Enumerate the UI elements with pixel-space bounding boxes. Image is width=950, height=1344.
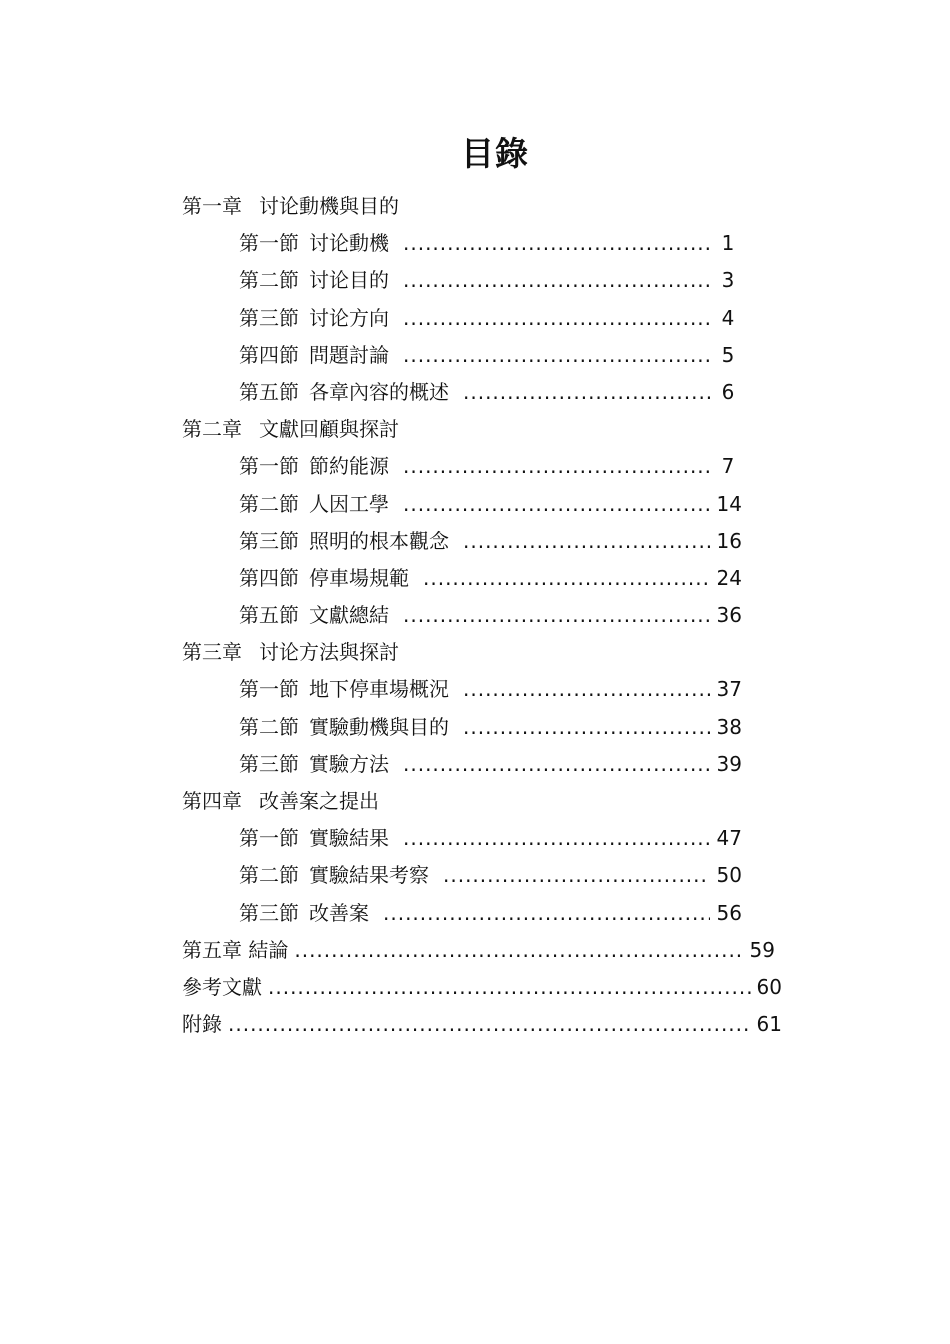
appendix-row[interactable] [0,1006,950,1043]
dot-leader [403,597,710,634]
chapter-row[interactable] [0,188,950,225]
chapter-title: 讨论動機與目的 [259,194,399,218]
dot-leader [228,1006,751,1043]
chapter-row[interactable] [0,932,950,969]
section-row[interactable] [0,895,950,932]
dot-leader [463,523,710,560]
chapter-title: 改善案之提出 [259,789,379,813]
section-title: 實驗方法 [309,751,389,776]
page-number: 24 [716,565,742,590]
page-number: 61 [756,1012,782,1037]
section-title: 改善案 [309,900,369,925]
page-number: 38 [716,714,742,739]
dot-leader [403,337,712,374]
references-row[interactable] [0,969,950,1006]
chapter-title: 讨论方法與探討 [259,640,399,665]
section-title: 讨论動機 [309,231,389,256]
section-number: 第三節 [239,900,299,925]
section-title: 各章內容的概述 [309,379,449,404]
section-number: 第五節 [239,379,299,404]
appendix-title: 附錄 [182,1012,222,1037]
section-row[interactable] [0,597,950,634]
page-number: 3 [721,268,735,293]
dot-leader [463,709,710,746]
chapter-title: 第五章 結論 [182,937,289,962]
dot-leader [403,262,712,299]
page-number: 7 [721,454,735,479]
chapter-number: 第三章 [182,640,242,665]
section-number: 第二節 [239,491,299,516]
section-row[interactable] [0,709,950,746]
page-number: 16 [716,528,742,553]
page-number: 14 [716,491,742,516]
section-number: 第二節 [239,268,299,293]
page-number: 36 [716,603,742,628]
section-number: 第二節 [239,863,299,888]
page-number: 6 [721,379,735,404]
section-number: 第三節 [239,751,299,776]
section-row[interactable] [0,560,950,597]
dot-leader [403,225,712,262]
section-number: 第二節 [239,714,299,739]
dot-leader [463,374,712,411]
dot-leader [383,895,710,932]
section-row[interactable] [0,225,950,262]
section-title: 照明的根本觀念 [309,528,449,553]
dot-leader [403,448,712,485]
section-row[interactable] [0,857,950,894]
chapter-number: 第一章 [182,194,242,218]
page-number: 1 [721,231,735,256]
page-title: 目錄 [461,134,529,173]
section-title: 人因工學 [309,491,389,516]
page-number: 60 [756,974,782,999]
table-of-contents [0,188,950,1043]
section-row[interactable] [0,374,950,411]
section-row[interactable] [0,337,950,374]
page-number: 50 [716,863,742,888]
section-title: 停車場規範 [309,565,409,590]
page-number: 56 [716,900,742,925]
section-row[interactable] [0,300,950,337]
page-number: 4 [721,305,735,330]
section-row[interactable] [0,486,950,523]
section-title: 實驗動機與目的 [309,714,449,739]
page-number: 37 [716,677,742,702]
dot-leader [403,746,710,783]
section-title: 讨论目的 [309,268,389,293]
section-number: 第三節 [239,305,299,330]
section-title: 實驗結果考察 [309,863,429,888]
dot-leader [403,820,710,857]
section-number: 第三節 [239,528,299,553]
dot-leader [268,969,751,1006]
dot-leader [463,671,710,708]
section-number: 第一節 [239,231,299,256]
section-row[interactable] [0,671,950,708]
references-title: 參考文獻 [182,974,262,999]
chapter-number: 第二章 [182,417,242,442]
chapter-row[interactable] [0,634,950,671]
dot-leader [403,300,712,337]
section-number: 第五節 [239,603,299,628]
page-number: 47 [716,826,742,851]
section-title: 讨论方向 [309,305,389,330]
section-number: 第一節 [239,454,299,479]
dot-leader [294,932,743,969]
chapter-title: 文獻回顧與探討 [259,417,399,442]
dot-leader [403,486,710,523]
dot-leader [423,560,710,597]
chapter-row[interactable] [0,783,950,820]
section-number: 第四節 [239,565,299,590]
section-title: 問題討論 [309,342,389,367]
chapter-number: 第四章 [182,789,242,813]
page-number: 5 [721,342,735,367]
section-number: 第四節 [239,342,299,367]
section-number: 第一節 [239,677,299,702]
page-number: 39 [716,751,742,776]
section-row[interactable] [0,820,950,857]
section-title: 文獻總結 [309,603,389,628]
section-title: 實驗結果 [309,826,389,851]
section-row[interactable] [0,262,950,299]
section-title: 地下停車場概況 [309,677,449,702]
section-row[interactable] [0,448,950,485]
section-row[interactable] [0,746,950,783]
section-number: 第一節 [239,826,299,851]
page-number: 59 [749,937,775,962]
section-title: 節約能源 [309,454,389,479]
section-row[interactable] [0,523,950,560]
dot-leader [443,857,710,894]
chapter-row[interactable] [0,411,950,448]
